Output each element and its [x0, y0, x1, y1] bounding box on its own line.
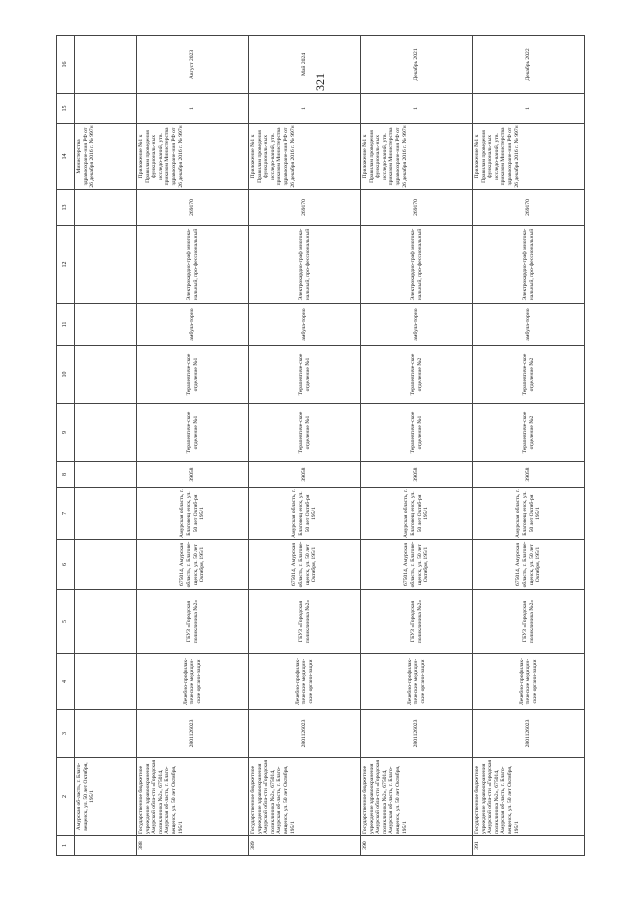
column-number: 8 — [57, 462, 75, 488]
column-number: 16 — [57, 36, 75, 94]
column-number: 3 — [57, 710, 75, 758]
department-cell: Терапевтиче-ское отделение №2 — [473, 346, 585, 404]
care-type-cell: амбула-торно — [249, 304, 361, 346]
column-number: 14 — [57, 124, 75, 190]
ogrn-cell: 2801126023 — [473, 710, 585, 758]
equipment-code-cell: 269170 — [473, 190, 585, 226]
row-number: 388 — [137, 836, 249, 856]
continuation-row — [75, 36, 137, 856]
unit-cell: ГБУЗ «Городская поликлиника №2» — [249, 590, 361, 654]
unit-cell: ГБУЗ «Городская поликлиника №2» — [137, 590, 249, 654]
unit-cell: ГБУЗ «Городская поликлиника №2» — [473, 590, 585, 654]
column-number: 15 — [57, 94, 75, 124]
regulation-cell: Приложение №1 к Правилам проведения функциональ-ных исследо-ваний, утв. приказом Министерства здравоохране-ния РФ от 26 декабря 2016 г. № 997н — [137, 124, 249, 190]
column-number: 12 — [57, 226, 75, 304]
ogrn-cell: 2801126023 — [249, 710, 361, 758]
date-cell: Декабрь 2021 — [361, 36, 473, 94]
organization-cell: Государственное бюджетное учреждение здравоохранения Амурской обла-сти «Городская поликлиника №2», 675014, Амурская об-ласть, г. Благо-вещенск, ул. 50 лет Октября, 195/1 — [361, 758, 473, 836]
equipment-cell: Электрокардио-граф многока-нальный, про-фессиональный — [137, 226, 249, 304]
care-type-cell: амбула-торно — [137, 304, 249, 346]
address-cell: 675014, Амурская область, г. Благове-щенск, ул. 50 лет Октября, 195/1 — [249, 540, 361, 590]
address-cell: 675014, Амурская область, г. Благове-щенск, ул. 50 лет Октября, 195/1 — [361, 540, 473, 590]
organization-cell: Государственное бюджетное учреждение здравоохранения Амурской обла-сти «Городская поликлиника №2», 675014, Амурская об-ласть, г. Благо-вещенск, ул. 50 лет Октября, 195/1 — [137, 758, 249, 836]
code-cell: 39058 — [473, 462, 585, 488]
unit-cell: ГБУЗ «Городская поликлиника №2» — [361, 590, 473, 654]
column-number: 10 — [57, 346, 75, 404]
column-number: 11 — [57, 304, 75, 346]
department-cell: Терапевтиче-ское отделение №2 — [473, 404, 585, 462]
equipment-code-cell: 269170 — [249, 190, 361, 226]
care-type-cell: амбула-торно — [361, 304, 473, 346]
location-cell: Амурская область, г. Благовещ енск, ул. 50 лет Октяб-ря 195/1 — [361, 488, 473, 540]
equipment-code-cell: 269170 — [137, 190, 249, 226]
table-row — [473, 36, 585, 856]
column-number: 7 — [57, 488, 75, 540]
column-number: 6 — [57, 540, 75, 590]
table-row — [249, 36, 361, 856]
column-number: 5 — [57, 590, 75, 654]
date-cell: Август 2023 — [137, 36, 249, 94]
equipment-table — [56, 35, 585, 856]
department-cell: Терапевтиче-ское отделение №1 — [361, 404, 473, 462]
org-address-continued: Амурская об-ласть, г. Благо-вещенск, ул. 50 лет Октября, 195/1 — [75, 758, 137, 836]
department-cell: Терапевтиче-ское отделение №1 — [249, 404, 361, 462]
table-row — [361, 36, 473, 856]
row-number: 389 — [249, 836, 361, 856]
location-cell: Амурская область, г. Благовещ енск, ул. 50 лет Октяб-ря 195/1 — [473, 488, 585, 540]
location-cell: Амурская область, г. Благовещ енск, ул. 50 лет Октяб-ря 195/1 — [137, 488, 249, 540]
ogrn-cell: 2801126023 — [361, 710, 473, 758]
quantity-cell: 1 — [137, 94, 249, 124]
rotated-table-container — [56, 36, 584, 856]
location-cell: Амурская область, г. Благовещ енск, ул. 50 лет Октяб-ря 195/1 — [249, 488, 361, 540]
column-number: 13 — [57, 190, 75, 226]
equipment-cell: Электрокардио-граф многока-нальный, про-фессиональный — [473, 226, 585, 304]
column-number: 4 — [57, 654, 75, 710]
quantity-cell: 1 — [249, 94, 361, 124]
equipment-code-cell: 269170 — [361, 190, 473, 226]
column-number: 1 — [57, 836, 75, 856]
care-type-cell: амбула-торно — [473, 304, 585, 346]
profile-cell: Лечебно-профилак-тические медицин-ские органи-зации — [137, 654, 249, 710]
regulation-cell: Приложение №1 к Правилам проведения функциональ-ных исследо-ваний, утв. приказом Министерства здравоохране-ния РФ от 26 декабря 2016 г. № 997н — [473, 124, 585, 190]
organization-cell: Государственное бюджетное учреждение здравоохранения Амурской обла-сти «Городская поликлиника №2», 675014, Амурская об-ласть, г. Благо-вещенск, ул. 50 лет Октября, 195/1 — [249, 758, 361, 836]
equipment-cell: Электрокардио-граф многока-нальный, про-фессиональный — [361, 226, 473, 304]
ogrn-cell: 2801126023 — [137, 710, 249, 758]
code-cell: 39058 — [137, 462, 249, 488]
profile-cell: Лечебно-профилак-тические медицин-ские органи-зации — [249, 654, 361, 710]
quantity-cell: 1 — [473, 94, 585, 124]
profile-cell: Лечебно-профилак-тические медицин-ские органи-зации — [473, 654, 585, 710]
column-number: 2 — [57, 758, 75, 836]
page-number: 321 — [313, 73, 327, 91]
code-cell: 39058 — [361, 462, 473, 488]
address-cell: 675014, Амурская область, г. Благове-щенск, ул. 50 лет Октября, 195/1 — [473, 540, 585, 590]
date-cell: Декабрь 2022 — [473, 36, 585, 94]
row-number: 391 — [473, 836, 585, 856]
row-number: 390 — [361, 836, 473, 856]
table-row — [137, 36, 249, 856]
department-cell: Терапевтиче-ское отделение №2 — [361, 346, 473, 404]
quantity-cell: 1 — [361, 94, 473, 124]
profile-cell: Лечебно-профилак-тические медицин-ские органи-зации — [361, 654, 473, 710]
organization-cell: Государственное бюджетное учреждение здравоохранения Амурской обла-сти «Городская поликлиника №2», 675014, Амурская об-ласть, г. Благо-вещенск, ул. 50 лет Октября, 195/1 — [473, 758, 585, 836]
date-cell: Май 2024 — [249, 36, 361, 94]
code-cell: 39058 — [249, 462, 361, 488]
regulation-continued: Министерства здравоохране-ния РФ от 26 декабря 2016 г. № 997н — [75, 124, 137, 190]
column-number: 9 — [57, 404, 75, 462]
address-cell: 675014, Амурская область, г. Благове-щенск, ул. 50 лет Октября, 195/1 — [137, 540, 249, 590]
column-number-row — [57, 36, 75, 856]
regulation-cell: Приложение №1 к Правилам проведения функциональ-ных исследо-ваний, утв. приказом Министерства здравоохране-ния РФ от 26 декабря 2016 г. № 997н — [249, 124, 361, 190]
department-cell: Терапевтиче-ское отделение №1 — [137, 346, 249, 404]
department-cell: Терапевтиче-ское отделение №1 — [249, 346, 361, 404]
department-cell: Терапевтиче-ское отделение №1 — [137, 404, 249, 462]
regulation-cell: Приложение №1 к Правилам проведения функциональ-ных исследо-ваний, утв. приказом Министерства здравоохране-ния РФ от 26 декабря 2016 г. № 997н — [361, 124, 473, 190]
equipment-cell: Электрокардио-граф многока-нальный, про-фессиональный — [249, 226, 361, 304]
